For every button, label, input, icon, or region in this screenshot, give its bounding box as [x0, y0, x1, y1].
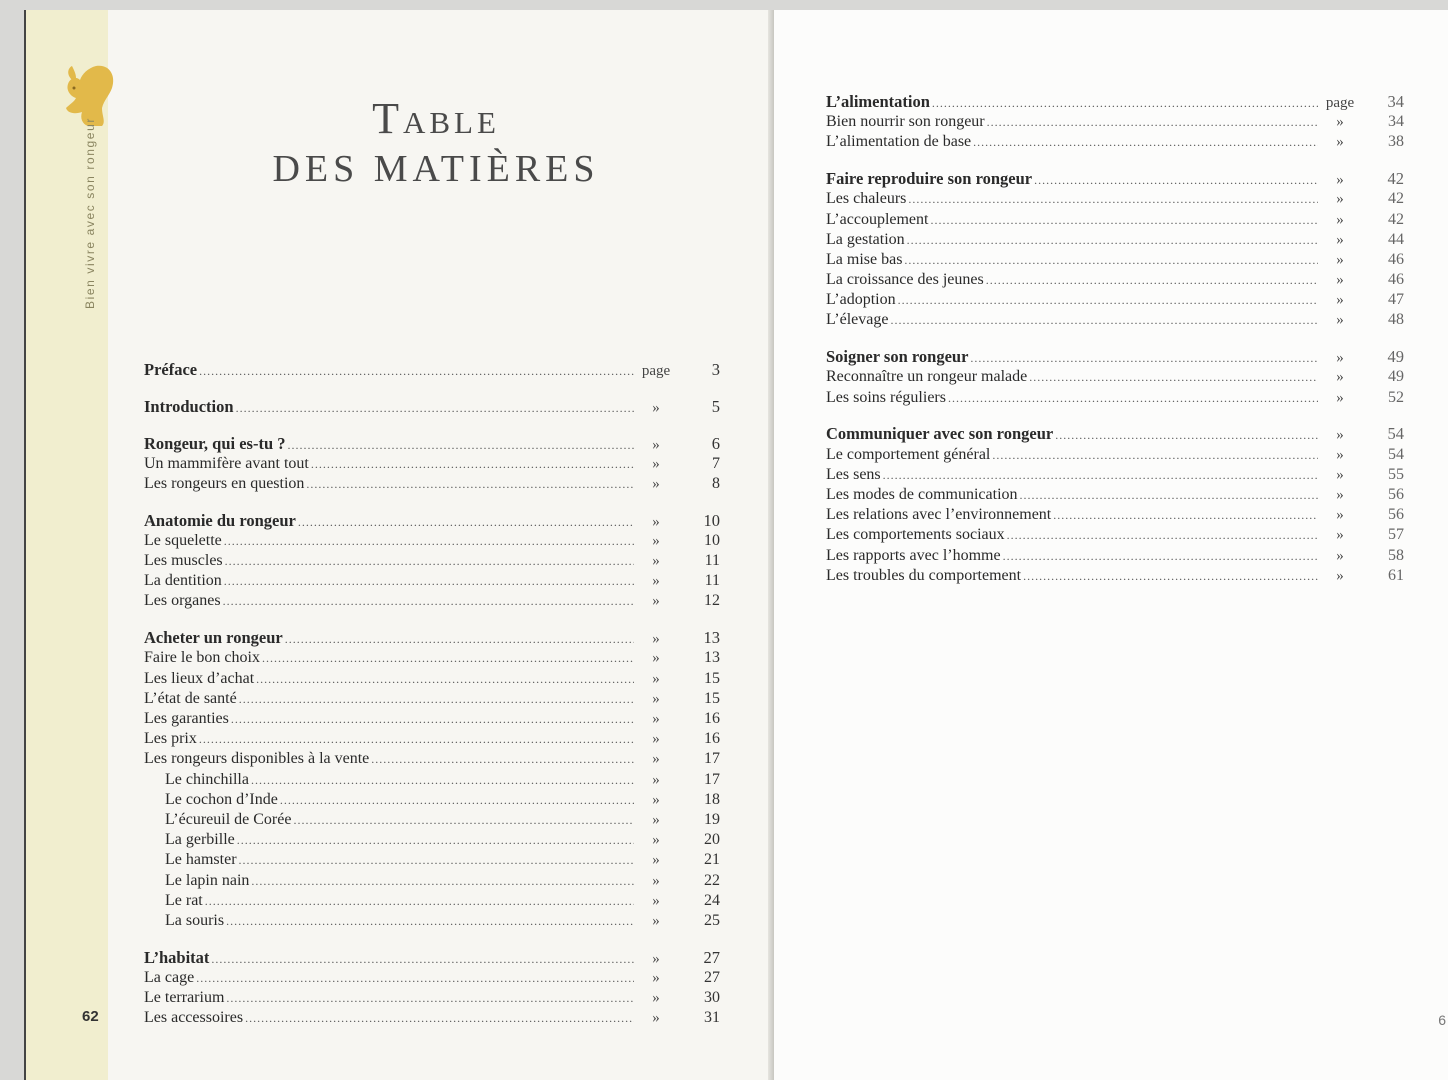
toc-page-number: 24	[704, 891, 720, 909]
toc-page-marker: »	[652, 950, 660, 967]
toc-leader-dots	[226, 988, 634, 1008]
toc-leader-dots	[251, 770, 634, 790]
toc-page-number: 25	[704, 911, 720, 929]
toc-entry[interactable]	[826, 290, 1404, 310]
toc-page-marker: »	[652, 832, 660, 849]
toc-page-marker: »	[1336, 527, 1344, 544]
toc-page-number: 54	[1387, 424, 1404, 444]
toc-leader-dots	[970, 348, 1318, 368]
toc-entry-label: Les prix	[144, 730, 197, 748]
toc-entry-label: Le chinchilla	[165, 770, 249, 788]
toc-entry[interactable]	[144, 669, 720, 689]
toc-page-number: 15	[704, 669, 720, 687]
toc-entry[interactable]	[826, 112, 1404, 132]
toc-page-number: 20	[704, 831, 720, 849]
toc-entry-label: Les rongeurs disponibles à la vente	[144, 750, 370, 768]
toc-leader-dots	[205, 891, 634, 911]
toc-entry-label: Le hamster	[165, 851, 237, 869]
toc-leader-dots	[224, 531, 634, 551]
toc-entry-label: Faire le bon choix	[144, 649, 260, 667]
toc-entry[interactable]	[826, 367, 1404, 387]
toc-page-number: 38	[1388, 133, 1404, 151]
toc-leader-dots	[237, 830, 634, 850]
toc-entry-label: L’habitat	[144, 947, 210, 967]
toc-entry-label: Le rat	[165, 891, 203, 909]
page-number-left: 62	[82, 1008, 99, 1025]
toc-page-marker: »	[652, 969, 660, 986]
toc-entry-label: Les modes de communication	[826, 485, 1018, 503]
toc-page-number: 21	[704, 851, 720, 869]
toc-entry[interactable]	[826, 310, 1404, 330]
toc-page-marker: »	[1336, 191, 1344, 208]
toc-leader-dots	[236, 398, 634, 418]
toc-page-marker: »	[652, 532, 660, 549]
toc-entry[interactable]	[144, 850, 720, 870]
toc-entry-label: Les soins réguliers	[826, 388, 946, 406]
toc-leader-dots	[196, 968, 634, 988]
toc-leader-dots	[908, 189, 1318, 209]
toc-entry-label: Communiquer avec son rongeur	[826, 424, 1054, 444]
side-title: Bien vivre avec son rongeur	[83, 117, 97, 309]
toc-entry-label: Acheter un rongeur	[144, 628, 283, 648]
toc-leader-dots	[930, 210, 1318, 230]
toc-page-number: 8	[712, 474, 720, 492]
toc-leader-dots	[262, 648, 634, 668]
toc-entry-label: La gerbille	[165, 831, 235, 849]
toc-entry[interactable]	[144, 591, 720, 611]
toc-page-marker: »	[1336, 251, 1344, 268]
toc-entry[interactable]	[144, 531, 720, 551]
toc-page-marker: »	[1336, 369, 1344, 386]
toc-page-marker: »	[1336, 134, 1344, 151]
toc-leader-dots	[285, 629, 634, 649]
toc-page-marker: »	[1336, 211, 1344, 228]
toc-page-number: 3	[711, 360, 720, 379]
toc-page-number: 22	[704, 871, 720, 889]
toc-leader-dots	[904, 250, 1318, 270]
toc-entry-label: L’alimentation de base	[826, 133, 972, 151]
toc-page-number: 54	[1388, 445, 1404, 463]
toc-page-marker: »	[1336, 114, 1344, 131]
toc-leader-dots	[948, 388, 1318, 408]
toc-page-number: 44	[1388, 230, 1404, 248]
toc-leader-dots	[226, 911, 634, 931]
toc-page-marker: »	[652, 553, 660, 570]
toc-page-marker: »	[1336, 389, 1344, 406]
toc-page-marker: »	[1336, 507, 1344, 524]
toc-page-marker: »	[652, 650, 660, 667]
toc-entry-label: Soigner son rongeur	[826, 347, 969, 367]
toc-page-marker: »	[1336, 567, 1344, 584]
toc-page-number: 34	[1388, 113, 1404, 131]
toc-entry[interactable]	[826, 210, 1404, 230]
toc-entry[interactable]	[144, 648, 720, 668]
toc-page-number: 55	[1388, 465, 1404, 483]
page-number-right: 6	[1438, 1012, 1446, 1028]
left-page	[24, 10, 772, 1080]
page-title-line1: Table	[372, 94, 500, 143]
toc-entry[interactable]	[144, 968, 720, 988]
toc-page-marker: »	[652, 811, 660, 828]
toc-page-marker: »	[652, 872, 660, 889]
toc-entry-label: Reconnaître un rongeur malade	[826, 368, 1028, 386]
toc-page-marker: »	[1336, 547, 1344, 564]
toc-entry-label: L’élevage	[826, 311, 889, 329]
toc-entry[interactable]	[826, 485, 1404, 505]
toc-entry[interactable]	[144, 454, 720, 474]
toc-page-marker: »	[652, 731, 660, 748]
toc-list-right	[826, 92, 1404, 586]
toc-page-number: 15	[704, 689, 720, 707]
toc-entry[interactable]	[826, 445, 1404, 465]
toc-entry[interactable]	[826, 189, 1404, 209]
toc-entry[interactable]	[144, 988, 720, 1008]
page-title-line2: DES MATIÈRES	[272, 148, 600, 190]
toc-leader-dots	[293, 810, 634, 830]
toc-entry[interactable]	[826, 270, 1404, 290]
toc-page-number: 5	[711, 396, 720, 416]
toc-leader-dots	[1007, 525, 1318, 545]
toc-entry-label: Les sens	[826, 465, 881, 483]
toc-entry-label: La croissance des jeunes	[826, 271, 984, 289]
toc-entry[interactable]	[144, 810, 720, 830]
toc-entry-label: Les chaleurs	[826, 190, 907, 208]
toc-page-number: 6	[711, 433, 720, 453]
toc-page-marker: »	[652, 399, 660, 416]
toc-page-number: 13	[703, 628, 720, 648]
toc-page-marker: »	[652, 1010, 660, 1027]
toc-entry-label: La souris	[165, 911, 225, 929]
toc-entry-label: Faire reproduire son rongeur	[826, 169, 1033, 189]
toc-leader-dots	[199, 361, 634, 381]
toc-page-marker: »	[652, 593, 660, 610]
toc-section-entry[interactable]	[144, 434, 720, 454]
toc-leader-dots	[1023, 566, 1318, 586]
toc-entry-label: Les rongeurs en question	[144, 474, 305, 492]
toc-leader-dots	[1020, 485, 1318, 505]
toc-page-number: 27	[704, 968, 720, 986]
toc-entry[interactable]	[144, 749, 720, 769]
toc-leader-dots	[239, 689, 634, 709]
toc-section-entry[interactable]	[144, 511, 720, 531]
toc-page-marker: »	[1336, 350, 1344, 367]
toc-page-number: 30	[704, 989, 720, 1007]
toc-page-number: 17	[704, 750, 720, 768]
toc-page-number: 19	[704, 810, 720, 828]
toc-page-number: 61	[1388, 566, 1404, 584]
toc-entry[interactable]	[144, 729, 720, 749]
toc-entry-label: La gestation	[826, 230, 905, 248]
toc-page-number: 56	[1388, 485, 1404, 503]
toc-section-entry[interactable]	[826, 347, 1404, 367]
toc-leader-dots	[280, 790, 634, 810]
toc-page-marker: »	[652, 852, 660, 869]
toc-page-number: 47	[1388, 291, 1404, 309]
toc-leader-dots	[306, 474, 634, 494]
toc-entry-label: Préface	[144, 360, 198, 379]
toc-entry[interactable]	[144, 911, 720, 931]
toc-page-marker: »	[1336, 427, 1344, 444]
toc-leader-dots	[245, 1008, 634, 1028]
toc-leader-dots	[211, 949, 634, 969]
toc-leader-dots	[987, 112, 1318, 132]
toc-leader-dots	[907, 230, 1318, 250]
toc-leader-dots	[1029, 367, 1318, 387]
toc-page-marker: »	[1336, 466, 1344, 483]
toc-leader-dots	[225, 551, 634, 571]
toc-leader-dots	[973, 132, 1318, 152]
toc-page-marker: »	[652, 455, 660, 472]
toc-page-number: 11	[704, 572, 720, 590]
toc-page-number: 18	[704, 790, 720, 808]
toc-entry[interactable]	[826, 525, 1404, 545]
toc-page-marker: page	[641, 363, 671, 379]
toc-leader-dots	[371, 749, 634, 769]
toc-leader-dots	[224, 571, 634, 591]
toc-entry[interactable]	[826, 132, 1404, 152]
toc-entry-label: Bien nourrir son rongeur	[826, 113, 985, 131]
toc-page-marker: »	[652, 771, 660, 788]
toc-entry-label: L’état de santé	[144, 689, 237, 707]
toc-section-entry[interactable]	[826, 92, 1404, 112]
toc-page-marker: »	[652, 711, 660, 727]
toc-leader-dots	[288, 435, 635, 455]
toc-page-number: 48	[1388, 311, 1404, 329]
toc-page-number: 49	[1387, 347, 1404, 367]
toc-entry[interactable]	[826, 250, 1404, 270]
toc-entry-label: L’alimentation	[826, 92, 930, 111]
toc-page-marker: »	[1336, 446, 1344, 463]
toc-entry[interactable]	[144, 709, 720, 729]
toc-page-number: 10	[704, 531, 720, 549]
toc-leader-dots	[1034, 170, 1318, 190]
toc-entry[interactable]	[826, 465, 1404, 485]
toc-page-number: 42	[1388, 190, 1404, 208]
toc-entry[interactable]	[826, 546, 1404, 566]
toc-entry-label: Introduction	[144, 396, 234, 416]
toc-entry-label: L’adoption	[826, 291, 896, 309]
toc-entry[interactable]	[144, 551, 720, 571]
toc-entry-label: Le cochon d’Inde	[165, 790, 278, 808]
toc-page-number: 7	[712, 454, 720, 472]
toc-entry-label: La dentition	[144, 572, 222, 590]
toc-page-marker: »	[652, 751, 660, 768]
toc-page-number: 42	[1387, 169, 1404, 189]
toc-page-number: 57	[1388, 526, 1404, 544]
toc-leader-dots	[898, 290, 1318, 310]
toc-page-number: 16	[704, 730, 720, 748]
toc-entry-label: Les accessoires	[144, 1009, 244, 1027]
toc-section-entry[interactable]	[144, 628, 720, 648]
toc-page-marker: »	[652, 573, 660, 590]
toc-leader-dots	[311, 454, 634, 474]
toc-entry-label: Anatomie du rongeur	[144, 510, 296, 530]
toc-entry-label: Les organes	[144, 592, 221, 610]
toc-entry-label: Les lieux d’achat	[144, 669, 255, 687]
toc-page-number: 10	[703, 510, 720, 530]
toc-page-marker: »	[652, 670, 660, 687]
toc-page-number: 11	[704, 552, 720, 570]
toc-page-marker: »	[652, 791, 660, 808]
toc-page-number: 46	[1388, 250, 1404, 268]
toc-entry-label: Rongeur, qui es-tu ?	[144, 433, 286, 453]
toc-page-number: 16	[704, 710, 720, 727]
toc-page-number: 49	[1388, 368, 1404, 386]
toc-entry[interactable]	[826, 566, 1404, 586]
toc-entry-label: Le terrarium	[144, 989, 225, 1007]
toc-entry-label: Les relations avec l’environnement	[826, 506, 1052, 524]
toc-leader-dots	[1053, 505, 1318, 525]
toc-page-marker: »	[1336, 312, 1344, 329]
toc-page-marker: »	[652, 690, 660, 707]
toc-entry[interactable]	[144, 891, 720, 911]
toc-entry-label: La cage	[144, 968, 195, 986]
toc-list-left	[144, 360, 720, 1028]
toc-page-marker: »	[652, 513, 660, 530]
toc-entry[interactable]	[144, 571, 720, 591]
toc-page-number: 52	[1388, 388, 1404, 406]
toc-page-marker: »	[652, 990, 660, 1007]
toc-entry-label: Un mammifère avant tout	[144, 454, 309, 472]
page-title	[206, 94, 666, 194]
toc-page-number: 46	[1388, 271, 1404, 289]
toc-entry[interactable]	[144, 830, 720, 850]
toc-entry[interactable]	[144, 1008, 720, 1028]
right-page	[774, 10, 1448, 1080]
toc-leader-dots	[890, 310, 1318, 330]
toc-page-marker: »	[652, 912, 660, 929]
toc-page-marker: »	[652, 475, 660, 492]
toc-leader-dots	[256, 669, 634, 689]
toc-entry-label: Le squelette	[144, 531, 222, 549]
toc-page-marker: »	[652, 892, 660, 909]
toc-entry-label: Les troubles du comportement	[826, 566, 1022, 584]
toc-entry-label: Les comportements sociaux	[826, 526, 1005, 544]
toc-page-number: 34	[1387, 92, 1404, 111]
toc-entry[interactable]	[144, 790, 720, 810]
toc-section-entry[interactable]	[144, 360, 720, 380]
toc-leader-dots	[231, 709, 634, 729]
toc-page-number: 17	[704, 770, 720, 788]
toc-page-marker: »	[1336, 486, 1344, 503]
toc-entry[interactable]	[144, 689, 720, 709]
toc-page-number: 58	[1388, 546, 1404, 564]
toc-leader-dots	[883, 465, 1318, 485]
toc-entry[interactable]	[144, 474, 720, 494]
toc-page-marker: »	[652, 631, 660, 648]
toc-entry[interactable]	[826, 230, 1404, 250]
toc-entry-label: L’écureuil de Corée	[165, 810, 292, 828]
toc-section-entry[interactable]	[826, 424, 1404, 444]
toc-page-number: 27	[703, 947, 720, 967]
toc-leader-dots	[298, 512, 634, 532]
toc-page-number: 42	[1388, 210, 1404, 228]
toc-leader-dots	[992, 445, 1318, 465]
toc-section-entry[interactable]	[144, 397, 720, 417]
toc-entry-label: Le comportement général	[826, 445, 991, 463]
toc-page-marker: page	[1325, 95, 1355, 111]
toc-entry-label: Les rapports avec l’homme	[826, 546, 1001, 564]
toc-leader-dots	[1003, 546, 1318, 566]
toc-entry-label: Les garanties	[144, 710, 229, 727]
toc-leader-dots	[1055, 425, 1318, 445]
toc-leader-dots	[251, 871, 634, 891]
toc-page-marker: »	[652, 436, 660, 453]
toc-entry[interactable]	[826, 388, 1404, 408]
toc-entry-label: La mise bas	[826, 250, 903, 268]
toc-page-marker: »	[1336, 172, 1344, 189]
toc-entry-label: L’accouplement	[826, 210, 929, 228]
toc-entry[interactable]	[144, 871, 720, 891]
toc-entry[interactable]	[144, 770, 720, 790]
toc-entry[interactable]	[826, 505, 1404, 525]
toc-entry-label: Le lapin nain	[165, 871, 250, 889]
toc-page-marker: »	[1336, 231, 1344, 248]
toc-section-entry[interactable]	[144, 948, 720, 968]
toc-page-number: 13	[704, 649, 720, 667]
toc-leader-dots	[932, 93, 1318, 113]
toc-page-number: 56	[1388, 506, 1404, 524]
toc-page-number: 12	[704, 592, 720, 610]
toc-page-marker: »	[1336, 272, 1344, 289]
toc-leader-dots	[199, 729, 634, 749]
toc-entry-label: Les muscles	[144, 552, 223, 570]
toc-leader-dots	[239, 850, 634, 870]
toc-section-entry[interactable]	[826, 169, 1404, 189]
toc-page-number: 31	[704, 1009, 720, 1027]
toc-leader-dots	[223, 591, 634, 611]
toc-leader-dots	[986, 270, 1318, 290]
toc-page-marker: »	[1336, 292, 1344, 309]
